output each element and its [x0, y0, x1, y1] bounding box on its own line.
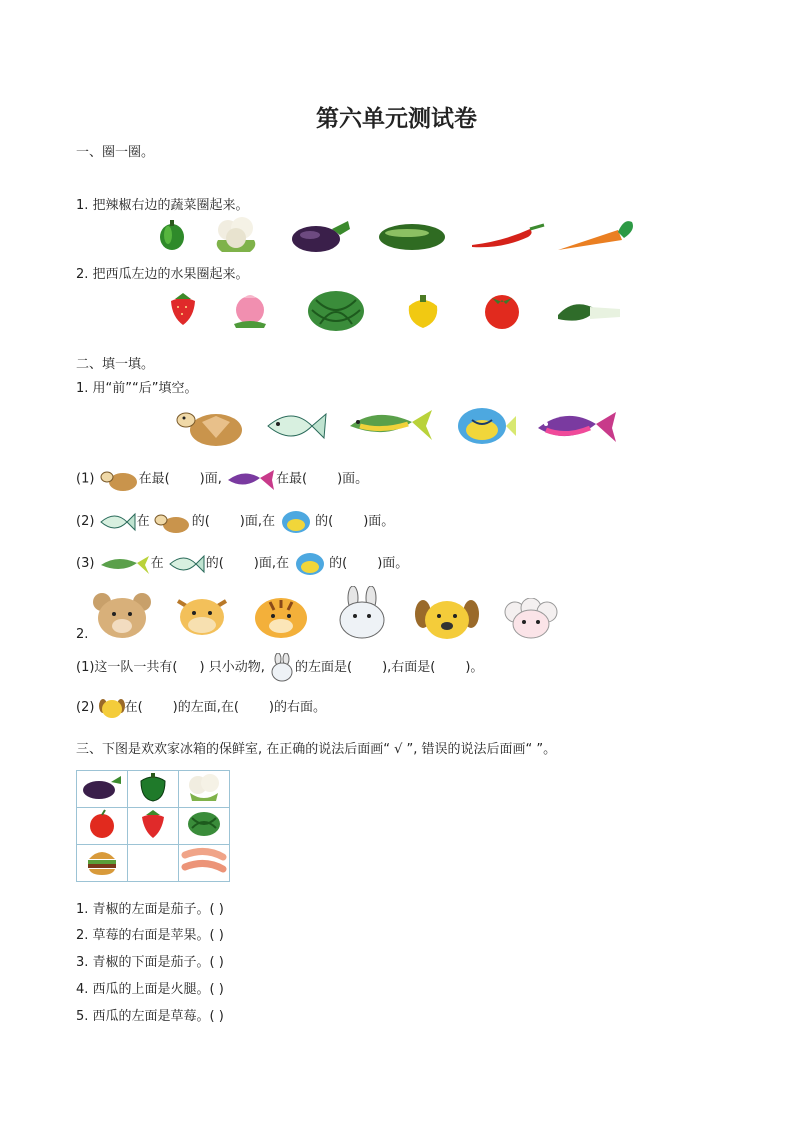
s2-s3-f: )面。 — [377, 556, 409, 571]
mahi-fish-icon — [99, 552, 151, 576]
s2-s1-d: 在最( — [276, 471, 308, 487]
rabbit-face-icon — [269, 653, 295, 683]
s2-s2-c: 的( — [191, 514, 210, 529]
s2-s3-d: )面,在 — [253, 556, 290, 571]
grid-cell — [77, 808, 128, 845]
turtle-icon — [154, 509, 192, 535]
grid-cell — [179, 771, 230, 808]
dog-face-icon — [99, 697, 125, 719]
s2-q2s2-c: )的左面,在( — [172, 700, 239, 715]
s2-q2s1-c: 的左面是( — [294, 660, 353, 675]
s2-q2s1-d: ),右面是( — [382, 660, 436, 675]
yellow-pepper-icon — [403, 292, 443, 330]
carrot-icon — [556, 216, 638, 254]
s2-sentence-2 — [76, 507, 394, 537]
angelfish-icon — [262, 404, 328, 450]
rabbit-face-icon — [333, 586, 391, 640]
page-title: 第六单元测试卷 — [316, 106, 477, 132]
strawberry-icon — [138, 809, 168, 839]
s2-s3-c: 的( — [205, 556, 224, 571]
eggplant-icon — [288, 213, 356, 255]
s1-q1: 1. 把辣椒右边的蔬菜圈起来。 — [76, 198, 249, 213]
angelfish-icon — [99, 508, 137, 536]
s2-q2-sentence-2 — [76, 694, 326, 722]
s2-s3-b: 在 — [150, 556, 164, 571]
watermelon-icon — [306, 290, 366, 332]
watermelon-icon — [186, 810, 222, 838]
s2-s3-a: (3) — [76, 556, 95, 571]
fridge-grid — [76, 770, 230, 882]
grid-cell — [179, 808, 230, 845]
s3-item-4: 4. 西瓜的上面是火腿。( ) — [76, 982, 224, 997]
turtle-icon — [176, 404, 246, 448]
grid-cell — [128, 845, 179, 882]
s2-s1-a: (1) — [76, 471, 95, 487]
grid-cell — [179, 845, 230, 882]
ham-icon — [181, 845, 227, 877]
cauliflower-icon — [212, 212, 260, 254]
cucumber-icon — [377, 220, 447, 254]
s2-q2s2-a: (2) — [76, 700, 95, 715]
section1-heading: 一、圈一圈。 — [76, 145, 155, 160]
s2-q2s2-d: )的右面。 — [268, 700, 326, 715]
s2-q1: 1. 用“前”“后”填空。 — [76, 381, 198, 396]
grid-cell — [77, 845, 128, 882]
s3-item-5: 5. 西瓜的左面是草莓。( ) — [76, 1009, 224, 1024]
s2-q2s2-b: 在( — [124, 700, 143, 715]
s2-s1-e: )面。 — [337, 471, 369, 487]
angelfish-icon — [168, 550, 206, 578]
s2-s1-b: 在最( — [138, 471, 170, 487]
bok-choy-icon — [556, 295, 622, 327]
s2-s3-e: 的( — [329, 556, 348, 571]
s2-s2-d: )面,在 — [239, 514, 276, 529]
tropical-fish-icon — [293, 550, 329, 578]
dog-face-icon — [415, 596, 479, 642]
cauliflower-icon — [186, 771, 222, 803]
tropical-fish-icon — [279, 508, 315, 536]
burger-icon — [85, 845, 119, 877]
grid-cell — [128, 771, 179, 808]
grid-cell — [77, 771, 128, 808]
s2-s2-f: )面。 — [363, 514, 395, 529]
grid-cell — [128, 808, 179, 845]
bear-face-icon — [90, 590, 154, 640]
s2-s2-e: 的( — [315, 514, 334, 529]
s1-q2: 2. 把西瓜左边的水果圈起来。 — [76, 267, 249, 282]
cow-face-icon — [172, 593, 232, 639]
section2-heading: 二、填一填。 — [76, 357, 155, 372]
s2-q2s1-b: ) 只小动物, — [199, 660, 265, 675]
s2-sentence-3 — [76, 549, 408, 579]
tropical-fish-icon — [452, 402, 518, 448]
peach-icon — [230, 292, 270, 330]
tomato-icon — [481, 290, 523, 330]
s2-q2s1-e: )。 — [465, 660, 484, 675]
s2-s2-a: (2) — [76, 514, 95, 529]
chili-icon — [468, 221, 548, 251]
turtle-icon — [99, 466, 139, 492]
apple-icon — [87, 809, 117, 839]
sheep-face-icon — [501, 598, 561, 640]
s2-sentence-1 — [76, 466, 368, 492]
strawberry-icon — [168, 293, 198, 327]
section3-heading: 三、下图是欢欢家冰箱的保鲜室, 在正确的说法后面画“ √ ”, 错误的说法后面画“ ”。 — [76, 742, 557, 757]
eggplant-icon — [81, 772, 123, 802]
s3-item-2: 2. 草莓的右面是苹果。( ) — [76, 928, 224, 943]
tiger-face-icon — [250, 592, 312, 640]
s2-s2-b: 在 — [136, 514, 150, 529]
s2-q2s1-a: (1)这一队一共有( — [76, 660, 178, 675]
s2-q2-label: 2. — [76, 627, 89, 642]
s3-item-3: 3. 青椒的下面是茄子。( ) — [76, 955, 224, 970]
green-pepper-icon — [156, 218, 188, 252]
mahi-fish-icon — [346, 404, 434, 444]
s2-s1-c: )面, — [199, 471, 222, 487]
s3-item-1: 1. 青椒的左面是茄子。( ) — [76, 902, 224, 917]
green-pepper-icon — [137, 771, 169, 803]
purple-fish-icon — [532, 400, 618, 450]
purple-fish-icon — [226, 466, 276, 492]
s2-q2-sentence-1 — [76, 652, 483, 684]
